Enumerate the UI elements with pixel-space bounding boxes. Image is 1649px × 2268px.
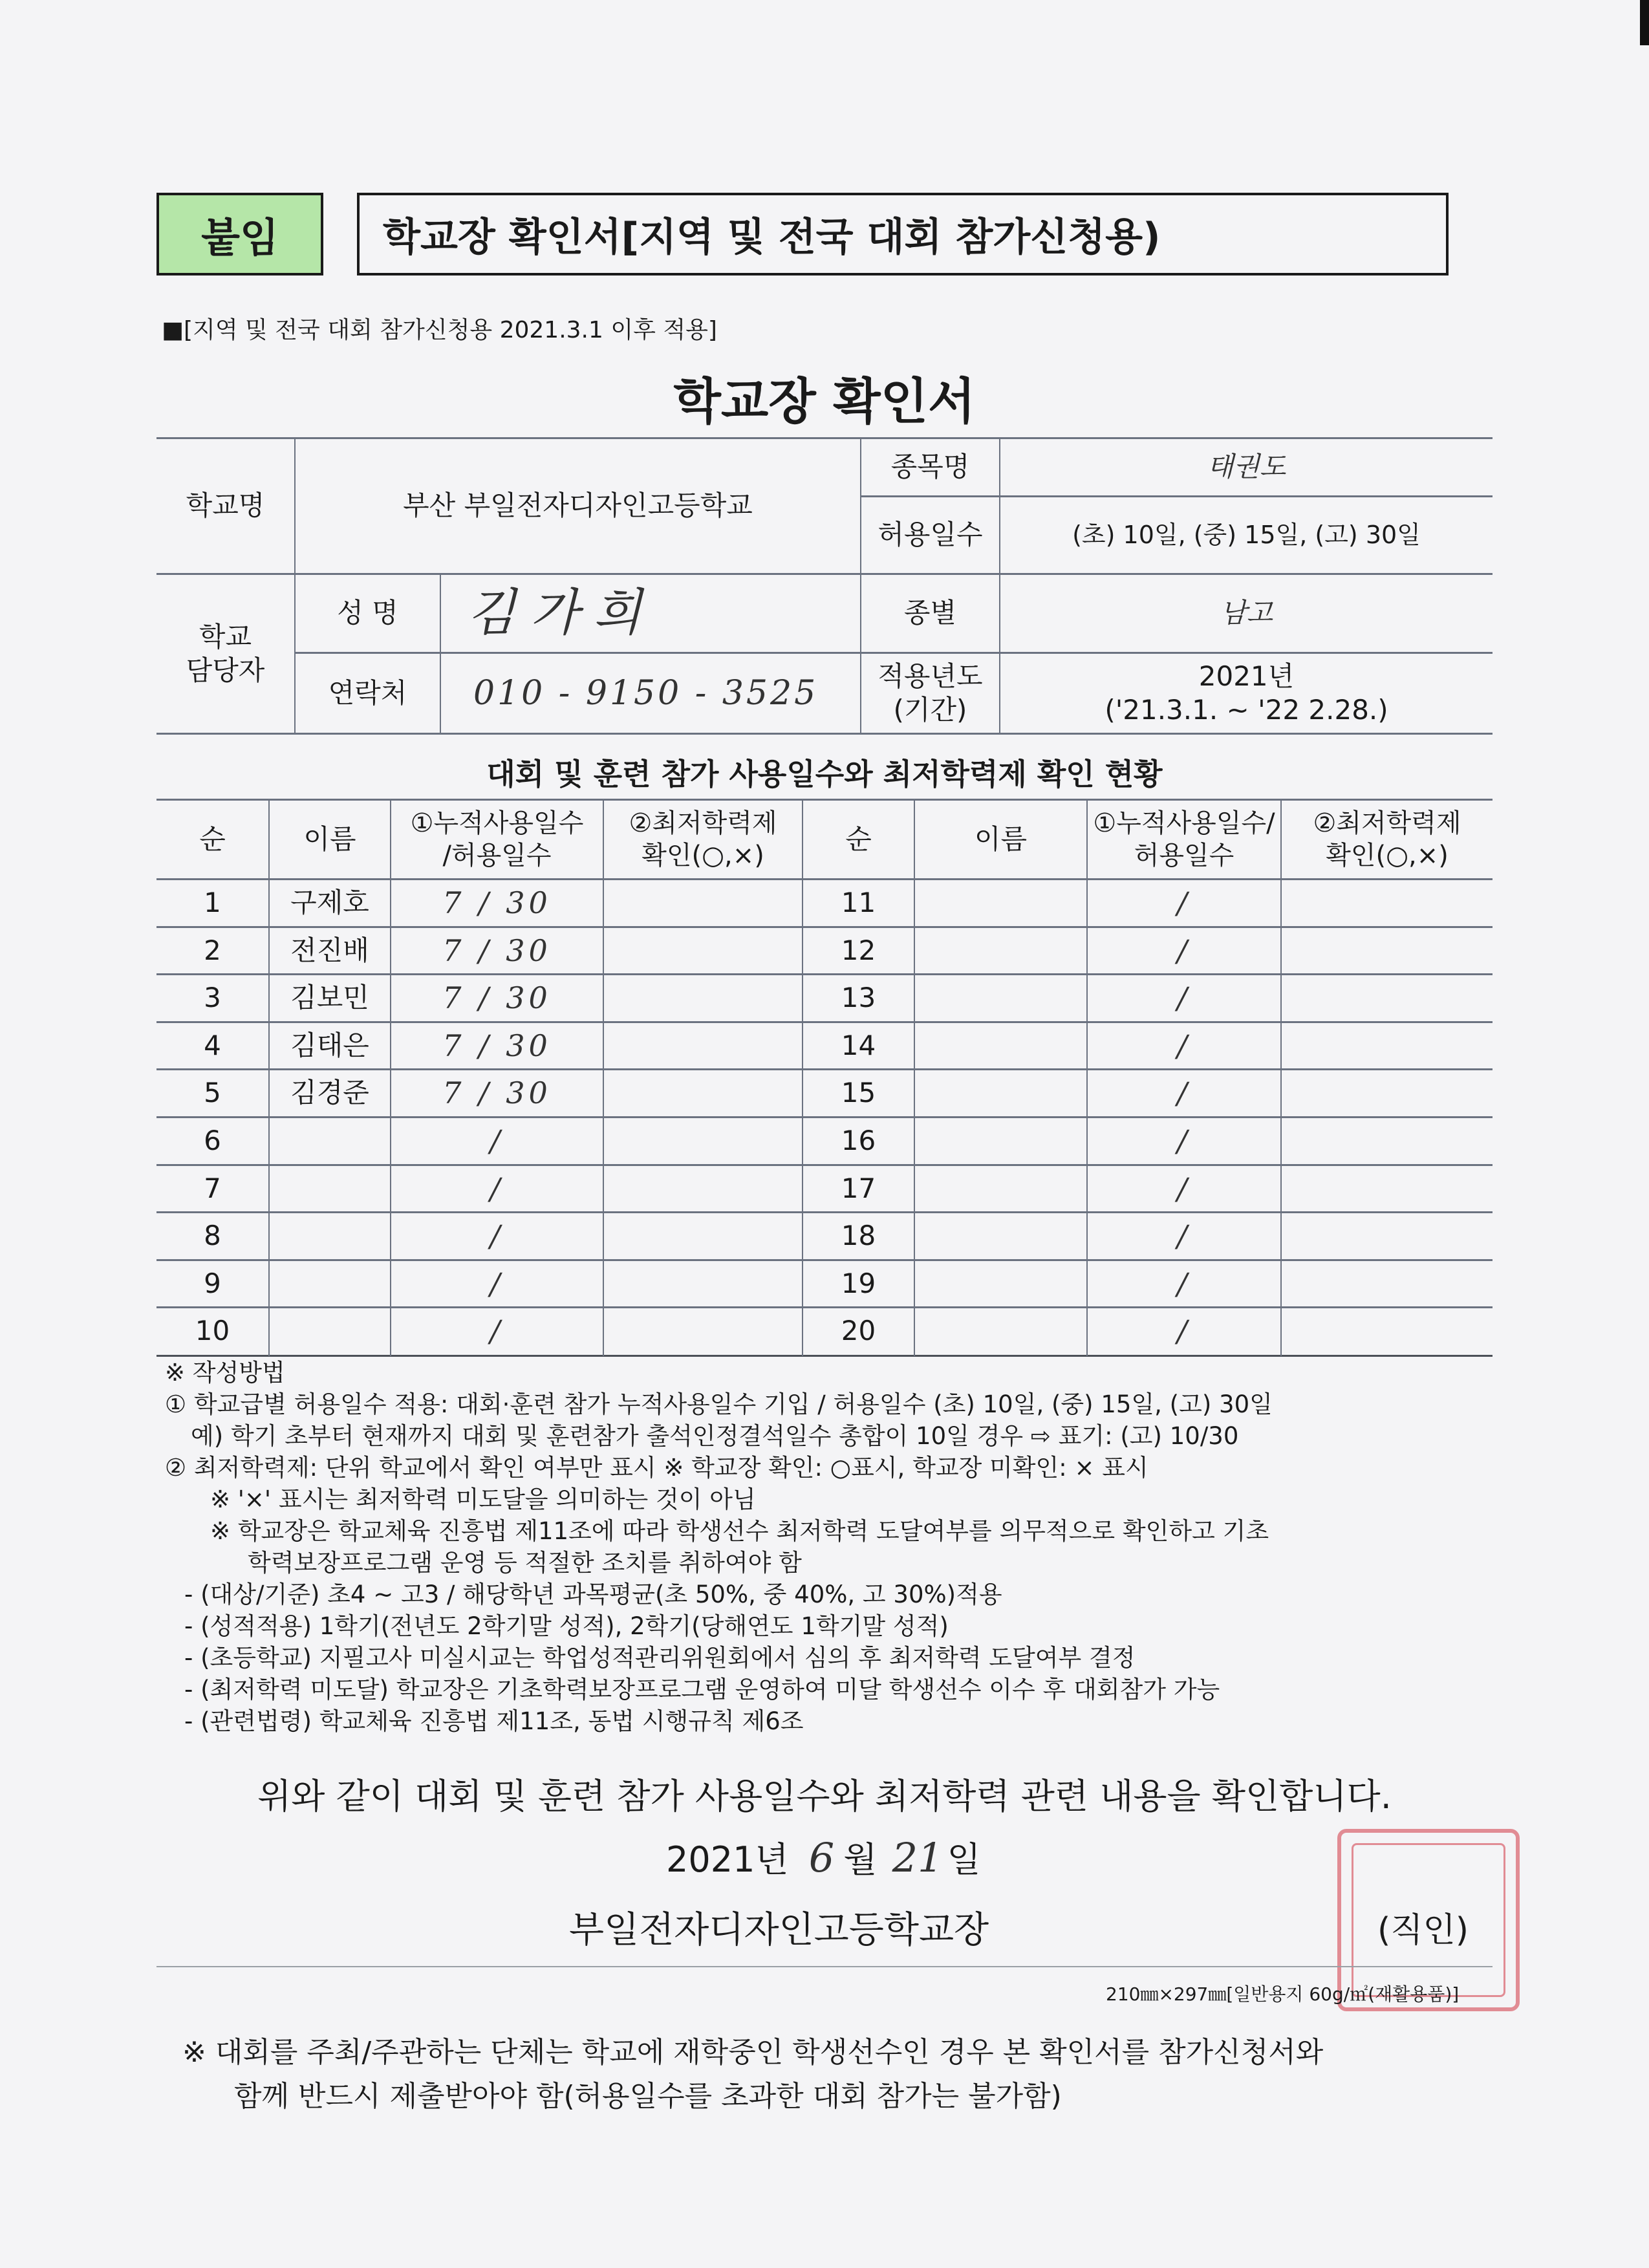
cumulative-days-right: / [1177, 933, 1191, 968]
row-number-right: 19 [841, 1268, 876, 1300]
cumulative-days-right: / [1177, 1171, 1191, 1206]
date-year: 2021년 [666, 1839, 789, 1880]
info-bottom-border [156, 733, 1493, 735]
seal-placeholder: (직인) [1377, 1911, 1469, 1950]
athlete-name-right [915, 1023, 1086, 1069]
contact-label: 연락처 [328, 676, 407, 709]
footer-note [182, 2031, 1323, 2119]
athlete-name: 김보민 [290, 982, 369, 1014]
note-item: - (관련법령) 학교체육 진흥법 제11조, 동법 시행규칙 제6조 [184, 1707, 804, 1735]
attachment-badge: 붙임 [156, 193, 323, 275]
notes-heading: ※ 작성방법 [165, 1359, 285, 1387]
document-title: 학교장 확인서[지역 및 전국 대회 참가신청용) [357, 193, 1449, 275]
scan-edge [1640, 0, 1649, 45]
header-no-right: 순 [845, 823, 872, 855]
manager-name-value: 김가희 [467, 583, 656, 642]
note-item: - (대상/기준) 초4 ~ 고3 / 해당학년 과목평균(초 50%, 중 40%, 고 30%)적용 [184, 1581, 1002, 1608]
row-number-left: 1 [204, 887, 221, 919]
note-item: ① 학교급별 허용일수 적용: 대회·훈련 참가 누적사용일수 기입 / 허용일수 (초) 10일, (중) 15일, (고) 30일 [165, 1390, 1273, 1418]
min-grade-check-right [1282, 1308, 1493, 1354]
row-number-right: 11 [841, 887, 876, 919]
cumulative-days-right: / [1177, 1075, 1191, 1110]
min-grade-check-left [604, 1118, 802, 1164]
header-check-right: ②최저학력제 확인(○,×) [1313, 808, 1461, 870]
manager-label: 학교 담당자 [186, 620, 265, 686]
min-grade-check-left [604, 975, 802, 1021]
min-grade-check-left [604, 1261, 802, 1307]
row-number-right: 16 [841, 1125, 876, 1157]
cumulative-days-left: / [490, 1218, 504, 1253]
footer-line: ※ 대회를 주최/주관하는 단체는 학교에 재학중인 학생선수인 경우 본 확인서를 참가신청서와 [182, 2036, 1324, 2069]
page-title: 학교장 확인서 [673, 373, 976, 430]
row-number-left: 7 [204, 1172, 221, 1205]
cumulative-days-left: / [490, 1171, 504, 1206]
contact-value: 010 - 9150 - 3525 [473, 673, 819, 713]
cumulative-days-left: 7 / 30 [442, 885, 552, 920]
row-number-left: 8 [204, 1220, 221, 1252]
row-number-left: 3 [204, 982, 221, 1014]
note-item: 예) 학기 초부터 현재까지 대회 및 훈련참가 출석인정결석일수 총합이 10일 경우 ⇨ 표기: (고) 10/30 [191, 1422, 1239, 1450]
note-item: - (최저학력 미도달) 학교장은 기초학력보장프로그램 운영하여 미달 학생선수 이수 후 대회참가 가능 [184, 1676, 1220, 1703]
athlete-name: 구제호 [290, 887, 369, 919]
min-grade-check-right [1282, 928, 1493, 974]
header-name-left: 이름 [303, 823, 356, 855]
footer-line: 함께 반드시 제출받아야 함(허용일수를 초과한 대회 참가는 불가함) [234, 2080, 1062, 2113]
athlete-name-right [915, 1118, 1086, 1164]
min-grade-check-right [1282, 975, 1493, 1021]
name-label: 성 명 [337, 597, 398, 629]
school-label: 학교명 [186, 490, 265, 522]
min-grade-check-right [1282, 1213, 1493, 1259]
confirmation-statement: 위와 같이 대회 및 훈련 참가 사용일수와 최저학력 관련 내용을 확인합니다. [257, 1776, 1392, 1817]
cumulative-days-left: / [490, 1266, 504, 1301]
athlete-name: 전진배 [290, 934, 369, 967]
allowed-days-value: (초) 10일, (중) 15일, (고) 30일 [1072, 520, 1421, 549]
row-number-right: 15 [841, 1077, 876, 1109]
note-item: - (초등학교) 지필고사 미실시교는 학업성적관리위원회에서 심의 후 최저학력 도달여부 결정 [184, 1644, 1136, 1672]
row-number-right: 20 [841, 1315, 876, 1347]
paper-spec: 210㎜×297㎜[일반용지 60g/㎡(재활용품)] [1106, 1983, 1460, 2005]
principal-title: 부일전자디자인고등학교장 [569, 1909, 989, 1951]
cumulative-days-left: 7 / 30 [442, 1075, 552, 1110]
row-number-left: 9 [204, 1268, 221, 1300]
applicability-note: ■[지역 및 전국 대회 참가신청용 2021.3.1 이후 적용] [162, 317, 717, 343]
note-item: - (성적적용) 1학기(전년도 2학기말 성적), 2학기(당해연도 1학기말 성적) [184, 1612, 949, 1640]
athlete-name-right [915, 1308, 1086, 1354]
row-number-left: 4 [204, 1030, 221, 1062]
athlete-name [270, 1118, 390, 1164]
row-number-right: 12 [841, 934, 876, 967]
min-grade-check-right [1282, 1166, 1493, 1212]
athlete-name-right [915, 880, 1086, 926]
row-number-right: 13 [841, 982, 876, 1014]
athlete-name: 김경준 [290, 1077, 369, 1109]
header-no-left: 순 [199, 823, 226, 855]
min-grade-check-left [604, 1213, 802, 1259]
athlete-name [270, 1261, 390, 1307]
year-label: 적용년도 (기간) [878, 660, 983, 726]
athlete-name-right [915, 1261, 1086, 1307]
header-days-right: ①누적사용일수/ 허용일수 [1093, 808, 1275, 870]
cumulative-days-right: / [1177, 980, 1191, 1015]
bottom-rule [156, 1966, 1493, 1967]
min-grade-check-right [1282, 1261, 1493, 1307]
athlete-name-right [915, 1213, 1086, 1259]
header-name-right: 이름 [974, 823, 1028, 855]
cumulative-days-right: / [1177, 1218, 1191, 1253]
sport-value: 태권도 [1207, 451, 1286, 483]
issue-date [666, 1832, 981, 1882]
min-grade-check-left [604, 880, 802, 926]
row-number-right: 18 [841, 1220, 876, 1252]
min-grade-check-left [604, 1166, 802, 1212]
athlete-name [270, 1308, 390, 1354]
min-grade-check-right [1282, 1070, 1493, 1116]
category-value: 남고 [1220, 597, 1273, 629]
row-number-right: 17 [841, 1172, 876, 1205]
athlete-name-right [915, 928, 1086, 974]
athlete-name [270, 1213, 390, 1259]
athlete-name [270, 1166, 390, 1212]
year-value: 2021년 ('21.3.1. ~ '22 2.28.) [1105, 660, 1388, 726]
row-number-left: 2 [204, 934, 221, 967]
min-grade-check-left [604, 1070, 802, 1116]
cumulative-days-right: / [1177, 885, 1191, 920]
cumulative-days-left: / [490, 1313, 504, 1348]
cumulative-days-left: 7 / 30 [442, 1028, 552, 1063]
note-item: ② 최저학력제: 단위 학교에서 확인 여부만 표시 ※ 학교장 확인: ○표시, 학교장 미확인: × 표시 [165, 1454, 1148, 1482]
section-title: 대회 및 훈련 참가 사용일수와 최저학력제 확인 현황 [486, 757, 1163, 792]
min-grade-check-right [1282, 1023, 1493, 1069]
school-value: 부산 부일전자디자인고등학교 [403, 490, 753, 522]
cumulative-days-right: / [1177, 1123, 1191, 1158]
min-grade-check-right [1282, 1118, 1493, 1164]
header-check-left: ②최저학력제 확인(○,×) [629, 808, 777, 870]
row-number-left: 10 [195, 1315, 230, 1347]
allowed-days-label: 허용일수 [878, 519, 983, 551]
cumulative-days-right: / [1177, 1028, 1191, 1063]
note-item: ※ 학교장은 학교체육 진흥법 제11조에 따라 학생선수 최저학력 도달여부를 의무적으로 확인하고 기초 [210, 1517, 1269, 1545]
min-grade-check-left [604, 1023, 802, 1069]
athlete-name-right [915, 975, 1086, 1021]
sport-label: 종목명 [890, 451, 970, 483]
min-grade-check-right [1282, 880, 1493, 926]
date-month: 6 [808, 1834, 835, 1881]
note-item: 학력보장프로그램 운영 등 적절한 조치를 취하여야 함 [248, 1549, 802, 1577]
athlete-name: 김태은 [290, 1030, 369, 1062]
row-number-left: 5 [204, 1077, 221, 1109]
date-day-unit: 일 [947, 1839, 981, 1880]
athlete-name-right [915, 1070, 1086, 1116]
cumulative-days-left: 7 / 30 [442, 980, 552, 1015]
row-number-left: 6 [204, 1125, 221, 1157]
date-day: 21 [892, 1834, 943, 1881]
athlete-name-right [915, 1166, 1086, 1212]
cumulative-days-right: / [1177, 1266, 1191, 1301]
cumulative-days-left: / [490, 1123, 504, 1158]
min-grade-check-left [604, 928, 802, 974]
cumulative-days-left: 7 / 30 [442, 933, 552, 968]
header-days-left: ①누적사용일수 /허용일수 [410, 808, 584, 870]
category-label: 종별 [903, 597, 957, 629]
writing-instructions [165, 1357, 1497, 1737]
min-grade-check-left [604, 1308, 802, 1354]
cumulative-days-right: / [1177, 1313, 1191, 1348]
note-item: ※ '×' 표시는 최저학력 미도달을 의미하는 것이 아님 [210, 1485, 756, 1513]
row-number-right: 14 [841, 1030, 876, 1062]
date-month-unit: 월 [843, 1839, 878, 1880]
